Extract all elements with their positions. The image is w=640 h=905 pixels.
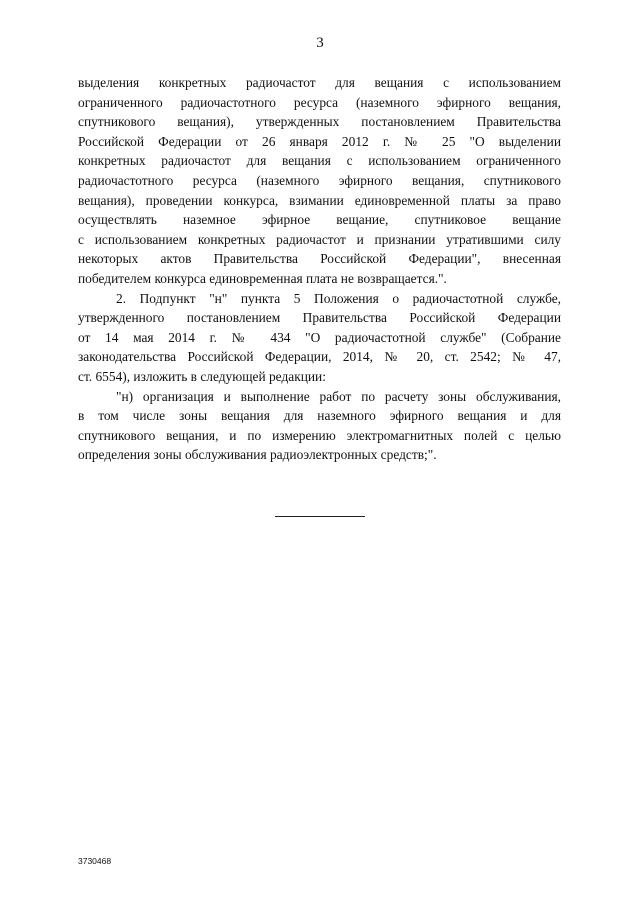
text-line: конкретных радиочастот для вещания с использованием ограниченного bbox=[78, 153, 561, 169]
text-line: выделения конкретных радиочастот для вещания с использованием bbox=[78, 75, 561, 90]
paragraph-2 bbox=[78, 289, 561, 387]
text-line: законодательства Российской Федерации, 2014, № 20, ст. 2542; № 47, bbox=[78, 349, 561, 365]
text-line: с использованием конкретных радиочастот и признании утратившими силу bbox=[78, 231, 561, 247]
text-line: радиочастотного ресурса (наземного эфирного вещания, спутникового bbox=[78, 172, 561, 188]
text-line: в том числе зоны вещания для наземного эфирного вещания и для bbox=[78, 408, 561, 424]
text-line: от 14 мая 2014 г. № 434 "О радиочастотной службе" (Собрание bbox=[78, 329, 561, 345]
section-divider bbox=[275, 516, 365, 517]
text-line: "н) организация и выполнение работ по расчету зоны обслуживания, bbox=[116, 388, 561, 404]
text-line: ст. 6554), изложить в следующей редакции: bbox=[78, 368, 326, 384]
text-line: победителем конкурса единовременная плата не возвращается.". bbox=[78, 270, 447, 286]
text-line: некоторых актов Правительства Российской Федерации", внесенная bbox=[78, 251, 561, 267]
text-line: утвержденного постановлением Правительства Российской Федерации bbox=[78, 310, 561, 326]
paragraph-3 bbox=[78, 387, 561, 465]
document-body bbox=[78, 73, 561, 465]
text-line: спутникового вещания, и по измерению электромагнитных полей с целью bbox=[78, 427, 561, 443]
page-number: 3 bbox=[316, 35, 324, 51]
text-line: осуществлять наземное эфирное вещание, спутниковое вещание bbox=[78, 212, 561, 228]
text-line: ограниченного радиочастотного ресурса (наземного эфирного вещания, bbox=[78, 94, 561, 110]
text-line: Российской Федерации от 26 января 2012 г. № 25 "О выделении bbox=[78, 133, 561, 149]
text-line: определения зоны обслуживания радиоэлектронных средств;". bbox=[78, 447, 437, 463]
text-line: 2. Подпункт "н" пункта 5 Положения о радиочастотной службе, bbox=[116, 290, 561, 306]
document-code: 3730468 bbox=[78, 856, 112, 866]
text-line: вещания), проведении конкурса, взимании единовременной платы за право bbox=[78, 192, 561, 208]
paragraph-1 bbox=[78, 73, 561, 289]
text-line: спутникового вещания), утвержденных постановлением Правительства bbox=[78, 114, 561, 130]
